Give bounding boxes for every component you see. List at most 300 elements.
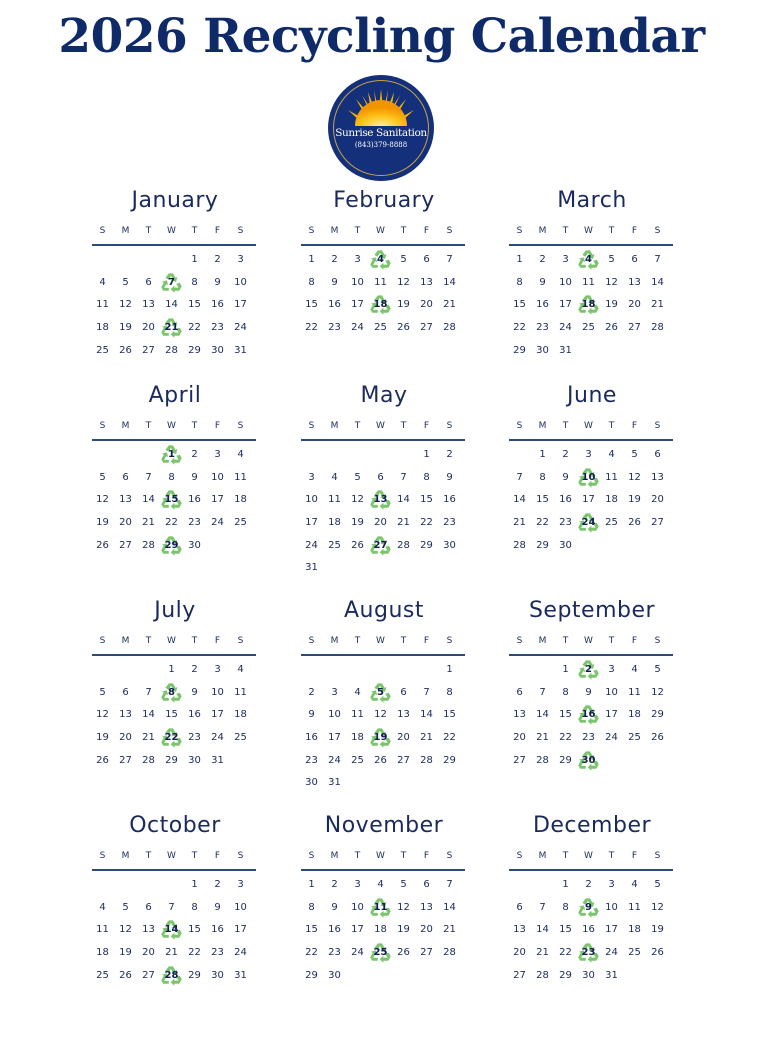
- calendar-day: 1: [168, 664, 175, 675]
- company-logo: [328, 75, 434, 181]
- weekday-header: W: [584, 851, 593, 861]
- calendar-day: 30: [211, 969, 224, 981]
- weekday-header: M: [330, 421, 339, 431]
- calendar-day: 11: [328, 494, 341, 506]
- calendar-day: 31: [234, 969, 247, 981]
- calendar-day: 19: [96, 732, 109, 744]
- weekday-header: S: [99, 851, 106, 861]
- calendar-day: 11: [628, 901, 641, 913]
- week-row: [507, 874, 677, 897]
- pickup-day-number: 23: [581, 947, 596, 959]
- header-divider: [92, 439, 256, 441]
- week-row: [507, 682, 677, 705]
- weekday-header: S: [237, 851, 244, 861]
- weekday-header: M: [121, 226, 130, 236]
- weekday-header-row: [90, 417, 260, 439]
- weekday-header: T: [354, 851, 361, 861]
- calendar-day: 10: [351, 276, 364, 288]
- pickup-day: [369, 902, 392, 913]
- weekday-header: S: [516, 421, 523, 431]
- calendar-day: 19: [628, 494, 641, 506]
- calendar-day: 22: [165, 517, 178, 529]
- calendar-day: 6: [516, 686, 523, 698]
- calendar-day: 17: [305, 517, 318, 529]
- calendar-day: 2: [562, 449, 569, 460]
- calendar-day: 20: [420, 299, 433, 311]
- calendar-day: 24: [211, 732, 224, 744]
- calendar-day: 12: [651, 686, 664, 698]
- pickup-day-number: 15: [164, 494, 179, 506]
- calendar-day: 4: [354, 686, 361, 698]
- pickup-day-number: 5: [377, 686, 384, 698]
- calendar-day: 8: [308, 901, 315, 913]
- calendar-day: 21: [397, 517, 410, 529]
- weekday-header: T: [354, 226, 361, 236]
- calendar-day: 12: [96, 709, 109, 721]
- weekday-header: T: [562, 636, 569, 646]
- calendar-day: 29: [188, 969, 201, 981]
- weekday-header: T: [354, 421, 361, 431]
- calendar-day: 23: [305, 754, 318, 766]
- calendar-day: 23: [559, 517, 572, 529]
- calendar-day: 3: [608, 664, 615, 675]
- calendar-day: 10: [305, 494, 318, 506]
- calendar-day: 5: [99, 686, 106, 698]
- calendar-day: 15: [443, 709, 456, 721]
- date-grid: [90, 444, 260, 557]
- calendar-day: 1: [191, 254, 198, 265]
- calendar-day: 16: [211, 299, 224, 311]
- calendar-day: 4: [608, 449, 615, 460]
- weekday-header-row: [299, 847, 469, 869]
- calendar-day: 1: [308, 254, 315, 265]
- pickup-day: [577, 947, 600, 958]
- weekday-header: F: [423, 226, 430, 236]
- weekday-header: W: [167, 421, 176, 431]
- calendar-day: 1: [423, 449, 430, 460]
- calendar-day: 25: [234, 517, 247, 529]
- date-grid: [507, 249, 677, 362]
- date-grid: [507, 659, 677, 772]
- calendar-day: 25: [328, 539, 341, 551]
- weekday-header: F: [631, 851, 638, 861]
- calendar-day: 7: [145, 686, 152, 698]
- date-grid: [299, 874, 469, 987]
- weekday-header: T: [608, 636, 615, 646]
- month-name: April: [148, 383, 202, 408]
- pickup-day: [577, 755, 600, 766]
- calendar-day: 11: [96, 299, 109, 311]
- weekday-header: T: [562, 226, 569, 236]
- calendar-day: 18: [628, 709, 641, 721]
- weekday-header: M: [538, 851, 547, 861]
- calendar-day: 12: [397, 276, 410, 288]
- pickup-day: [160, 970, 183, 981]
- week-row: [299, 444, 469, 467]
- week-row: [90, 535, 260, 558]
- calendar-day: 27: [628, 322, 641, 334]
- pickup-day-number: 4: [377, 254, 384, 265]
- month-name: August: [344, 598, 424, 623]
- calendar-day: 17: [234, 299, 247, 311]
- calendar-day: 6: [654, 449, 661, 460]
- calendar-day: 22: [513, 322, 526, 334]
- calendar-day: 18: [374, 924, 387, 936]
- calendar-day: 14: [443, 901, 456, 913]
- calendar-day: 29: [165, 754, 178, 766]
- calendar-day: 14: [165, 299, 178, 311]
- week-row: [90, 340, 260, 363]
- week-row: [299, 535, 469, 558]
- pickup-day: [577, 517, 600, 528]
- calendar-day: 9: [331, 276, 338, 288]
- weekday-header-row: [507, 847, 677, 869]
- calendar-day: 10: [234, 901, 247, 913]
- calendar-day: 17: [234, 924, 247, 936]
- weekday-header: M: [121, 851, 130, 861]
- calendar-day: 9: [308, 709, 315, 721]
- week-row: [507, 535, 677, 558]
- calendar-day: 4: [99, 901, 106, 913]
- pickup-day: [369, 299, 392, 310]
- week-row: [507, 942, 677, 965]
- calendar-day: 16: [188, 494, 201, 506]
- weekday-header: S: [308, 226, 315, 236]
- month-june: [507, 381, 677, 557]
- calendar-day: 8: [168, 471, 175, 483]
- calendar-day: 23: [536, 322, 549, 334]
- calendar-day: 24: [234, 322, 247, 334]
- calendar-day: 23: [328, 322, 341, 334]
- calendar-day: 29: [651, 709, 664, 721]
- calendar-day: 1: [191, 879, 198, 890]
- calendar-day: 2: [214, 879, 221, 890]
- calendar-day: 28: [420, 754, 433, 766]
- calendar-day: 14: [536, 924, 549, 936]
- pickup-day: [577, 709, 600, 720]
- pickup-day: [160, 687, 183, 698]
- calendar-day: 25: [234, 732, 247, 744]
- week-row: [299, 704, 469, 727]
- calendar-day: 16: [582, 924, 595, 936]
- calendar-day: 20: [374, 517, 387, 529]
- pickup-day-number: 7: [168, 276, 175, 288]
- pickup-day: [160, 924, 183, 935]
- weekday-header: S: [654, 421, 661, 431]
- calendar-day: 14: [513, 494, 526, 506]
- weekday-header: T: [145, 636, 152, 646]
- calendar-day: 9: [562, 471, 569, 483]
- calendar-day: 13: [142, 299, 155, 311]
- weekday-header: S: [446, 421, 453, 431]
- calendar-day: 20: [628, 299, 641, 311]
- calendar-day: 18: [328, 517, 341, 529]
- weekday-header: S: [516, 226, 523, 236]
- pickup-day: [160, 732, 183, 743]
- week-row: [90, 727, 260, 750]
- calendar-day: 25: [605, 517, 618, 529]
- calendar-day: 13: [651, 471, 664, 483]
- weekday-header: W: [167, 851, 176, 861]
- weekday-header: W: [584, 421, 593, 431]
- week-row: [90, 444, 260, 467]
- weekday-header: T: [191, 636, 198, 646]
- calendar-day: 22: [559, 947, 572, 959]
- calendar-day: 3: [562, 254, 569, 265]
- weekday-header: S: [654, 851, 661, 861]
- calendar-day: 20: [119, 732, 132, 744]
- week-row: [90, 897, 260, 920]
- calendar-day: 27: [513, 754, 526, 766]
- page-title: 2026 Recycling Calendar: [58, 9, 705, 64]
- calendar-day: 9: [214, 901, 221, 913]
- calendar-day: 2: [191, 449, 198, 460]
- calendar-day: 21: [420, 732, 433, 744]
- calendar-day: 14: [536, 709, 549, 721]
- calendar-day: 27: [142, 969, 155, 981]
- calendar-day: 21: [536, 732, 549, 744]
- calendar-day: 27: [397, 754, 410, 766]
- calendar-day: 2: [308, 686, 315, 698]
- week-row: [507, 467, 677, 490]
- calendar-day: 21: [142, 732, 155, 744]
- pickup-day-number: 21: [164, 322, 179, 334]
- calendar-day: 1: [562, 879, 569, 890]
- calendar-day: 19: [119, 322, 132, 334]
- calendar-day: 5: [122, 901, 129, 913]
- pickup-day: [369, 687, 392, 698]
- calendar-day: 8: [308, 276, 315, 288]
- calendar-day: 12: [651, 901, 664, 913]
- month-name: February: [333, 188, 435, 213]
- pickup-day: [160, 277, 183, 288]
- calendar-day: 4: [237, 664, 244, 675]
- calendar-day: 7: [516, 471, 523, 483]
- calendar-day: 2: [446, 449, 453, 460]
- calendar-day: 3: [237, 254, 244, 265]
- weekday-header: W: [376, 421, 385, 431]
- weekday-header: W: [584, 226, 593, 236]
- calendar-day: 20: [651, 494, 664, 506]
- week-row: [299, 727, 469, 750]
- calendar-day: 2: [331, 254, 338, 265]
- calendar-day: 15: [513, 299, 526, 311]
- calendar-day: 24: [328, 754, 341, 766]
- calendar-day: 8: [539, 471, 546, 483]
- calendar-day: 13: [628, 276, 641, 288]
- header-divider: [509, 439, 673, 441]
- week-row: [507, 897, 677, 920]
- calendar-day: 30: [188, 754, 201, 766]
- weekday-header: W: [167, 226, 176, 236]
- calendar-day: 15: [305, 299, 318, 311]
- date-grid: [90, 874, 260, 987]
- weekday-header-row: [507, 417, 677, 439]
- week-row: [507, 489, 677, 512]
- calendar-day: 24: [605, 732, 618, 744]
- calendar-day: 28: [142, 754, 155, 766]
- calendar-day: 30: [536, 344, 549, 356]
- date-grid: [299, 249, 469, 340]
- calendar-day: 3: [608, 879, 615, 890]
- pickup-day: [577, 254, 600, 265]
- calendar-day: 1: [308, 879, 315, 890]
- pickup-day-number: 4: [585, 254, 592, 265]
- calendar-day: 1: [539, 449, 546, 460]
- month-name: March: [557, 188, 627, 213]
- weekday-header: T: [562, 851, 569, 861]
- pickup-day: [160, 449, 183, 460]
- calendar-day: 12: [119, 924, 132, 936]
- week-row: [299, 942, 469, 965]
- weekday-header: T: [400, 226, 407, 236]
- pickup-day: [577, 299, 600, 310]
- calendar-day: 19: [651, 924, 664, 936]
- pickup-day: [577, 472, 600, 483]
- calendar-day: 30: [328, 969, 341, 981]
- calendar-day: 9: [191, 686, 198, 698]
- weekday-header: T: [145, 421, 152, 431]
- calendar-day: 15: [305, 924, 318, 936]
- calendar-day: 9: [191, 471, 198, 483]
- calendar-day: 18: [351, 732, 364, 744]
- calendar-day: 6: [122, 471, 129, 483]
- calendar-day: 23: [188, 517, 201, 529]
- pickup-day-number: 14: [164, 924, 179, 936]
- calendar-day: 19: [351, 517, 364, 529]
- week-row: [299, 272, 469, 295]
- calendar-day: 23: [328, 947, 341, 959]
- calendar-day: 7: [446, 879, 453, 890]
- calendar-day: 16: [559, 494, 572, 506]
- week-row: [507, 444, 677, 467]
- calendar-day: 26: [397, 322, 410, 334]
- calendar-day: 3: [237, 879, 244, 890]
- month-name: June: [567, 383, 617, 408]
- weekday-header: W: [376, 226, 385, 236]
- calendar-day: 6: [377, 471, 384, 483]
- calendar-day: 28: [536, 754, 549, 766]
- calendar-day: 12: [96, 494, 109, 506]
- calendar-day: 15: [188, 924, 201, 936]
- calendar-day: 8: [423, 471, 430, 483]
- calendar-day: 14: [651, 276, 664, 288]
- week-row: [299, 557, 469, 580]
- month-february: [299, 186, 469, 340]
- calendar-day: 8: [446, 686, 453, 698]
- calendar-day: 15: [536, 494, 549, 506]
- week-row: [299, 919, 469, 942]
- calendar-day: 14: [420, 709, 433, 721]
- pickup-day: [577, 902, 600, 913]
- calendar-day: 3: [331, 686, 338, 698]
- pickup-day-number: 24: [581, 517, 596, 529]
- calendar-day: 13: [397, 709, 410, 721]
- calendar-day: 20: [513, 732, 526, 744]
- calendar-day: 14: [142, 494, 155, 506]
- month-name: May: [360, 383, 408, 408]
- calendar-day: 6: [423, 254, 430, 265]
- weekday-header: F: [631, 636, 638, 646]
- calendar-day: 10: [234, 276, 247, 288]
- week-row: [90, 942, 260, 965]
- calendar-day: 1: [446, 664, 453, 675]
- week-row: [299, 750, 469, 773]
- week-row: [299, 489, 469, 512]
- month-name: October: [129, 813, 221, 838]
- calendar-day: 20: [397, 732, 410, 744]
- week-row: [299, 294, 469, 317]
- week-row: [90, 489, 260, 512]
- calendar-day: 26: [119, 344, 132, 356]
- pickup-day-number: 13: [373, 494, 388, 506]
- month-name: July: [154, 598, 196, 623]
- weekday-header: S: [446, 226, 453, 236]
- header-divider: [509, 869, 673, 871]
- calendar-day: 24: [559, 322, 572, 334]
- week-row: [507, 704, 677, 727]
- pickup-day-number: 18: [581, 299, 596, 311]
- weekday-header: T: [608, 226, 615, 236]
- calendar-day: 27: [119, 539, 132, 551]
- calendar-day: 2: [331, 879, 338, 890]
- pickup-day: [369, 947, 392, 958]
- weekday-header: M: [538, 226, 547, 236]
- calendar-day: 6: [145, 901, 152, 913]
- calendar-day: 17: [605, 709, 618, 721]
- calendar-day: 20: [142, 947, 155, 959]
- calendar-day: 12: [605, 276, 618, 288]
- calendar-day: 5: [99, 471, 106, 483]
- month-name: September: [528, 598, 656, 623]
- calendar-day: 15: [165, 709, 178, 721]
- calendar-day: 3: [354, 254, 361, 265]
- calendar-day: 26: [651, 947, 664, 959]
- calendar-day: 31: [559, 344, 572, 356]
- header-divider: [301, 439, 465, 441]
- calendar-day: 10: [605, 686, 618, 698]
- weekday-header: F: [423, 421, 430, 431]
- weekday-header: W: [376, 636, 385, 646]
- calendar-day: 29: [443, 754, 456, 766]
- calendar-day: 25: [582, 322, 595, 334]
- calendar-day: 14: [443, 276, 456, 288]
- weekday-header: T: [354, 636, 361, 646]
- calendar-day: 16: [188, 709, 201, 721]
- calendar-day: 14: [397, 494, 410, 506]
- calendar-day: 24: [351, 322, 364, 334]
- calendar-day: 29: [188, 344, 201, 356]
- weekday-header: T: [191, 851, 198, 861]
- month-december: [507, 811, 677, 987]
- calendar-day: 13: [420, 276, 433, 288]
- calendar-day: 20: [513, 947, 526, 959]
- calendar-day: 7: [423, 686, 430, 698]
- weekday-header: F: [631, 421, 638, 431]
- calendar-day: 5: [654, 879, 661, 890]
- calendar-day: 28: [651, 322, 664, 334]
- date-grid: [299, 659, 469, 795]
- calendar-day: 17: [211, 494, 224, 506]
- weekday-header: F: [214, 851, 221, 861]
- calendar-day: 24: [305, 539, 318, 551]
- weekday-header: W: [584, 636, 593, 646]
- calendar-day: 11: [582, 276, 595, 288]
- pickup-day-number: 18: [373, 299, 388, 311]
- weekday-header: W: [167, 636, 176, 646]
- date-grid: [90, 249, 260, 362]
- calendar-day: 16: [443, 494, 456, 506]
